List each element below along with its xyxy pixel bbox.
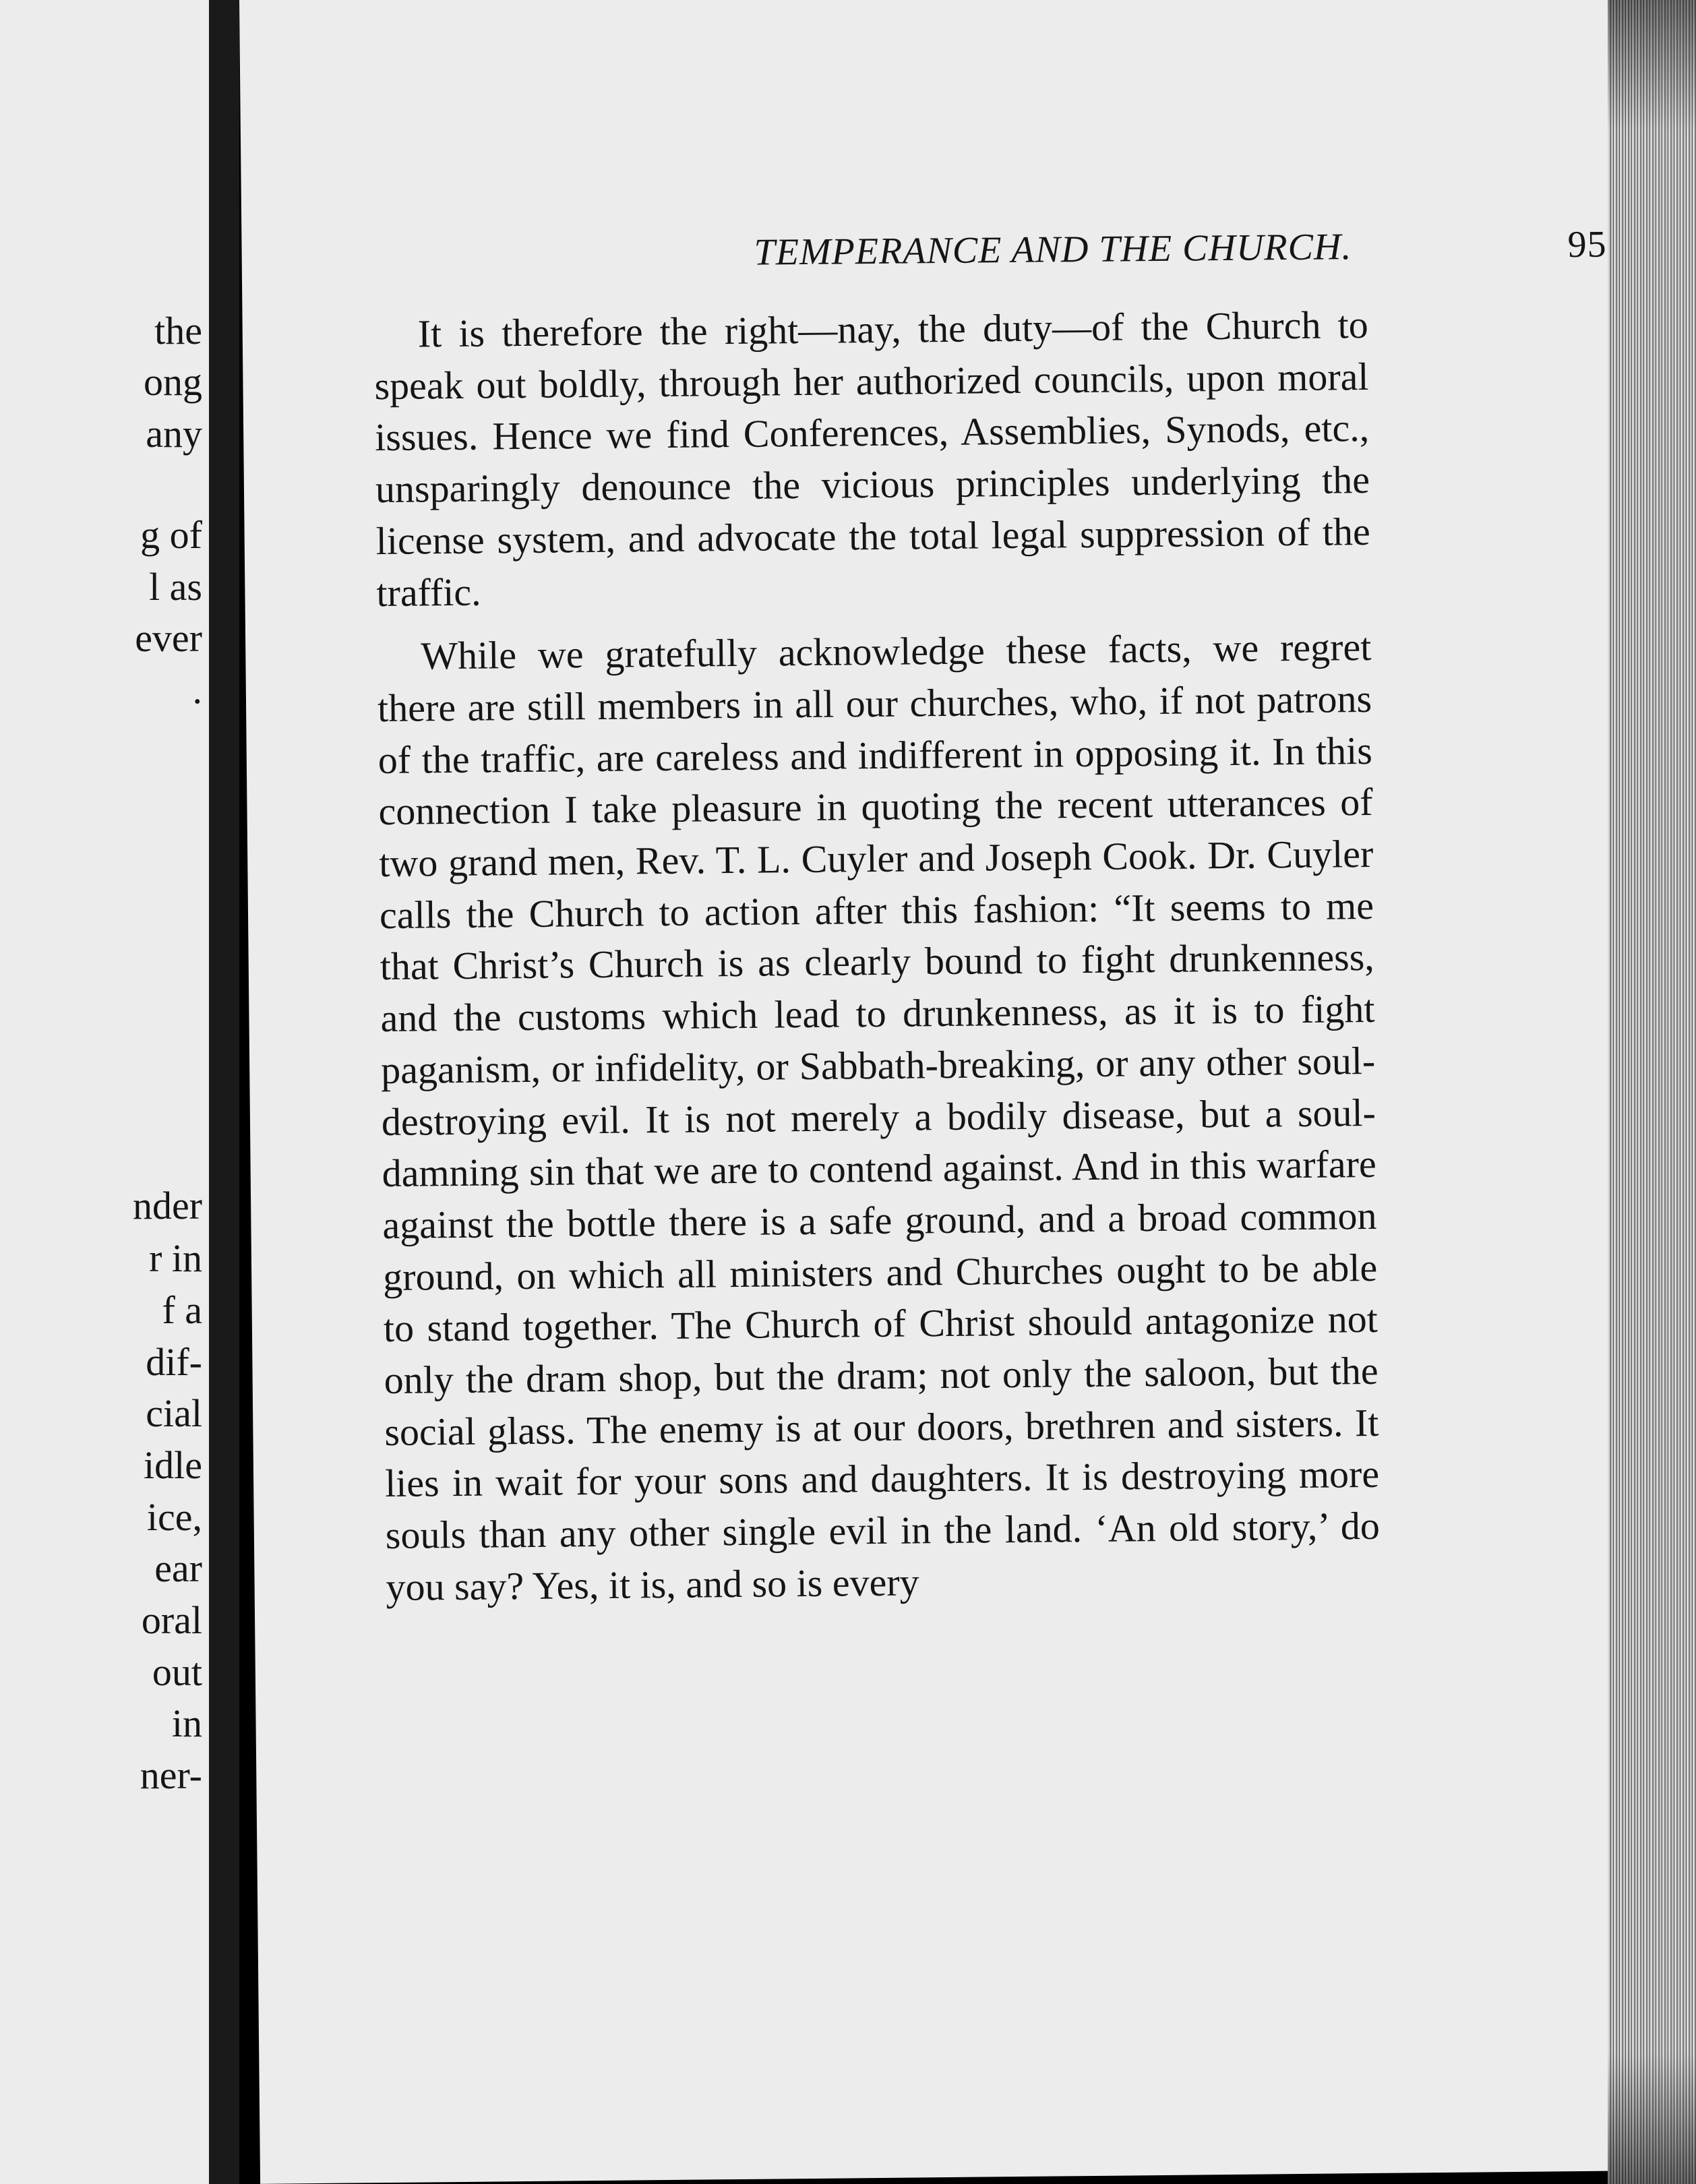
running-title: TEMPERANCE AND THE CHURCH. <box>754 226 1352 274</box>
left-line: ner- <box>140 1753 202 1797</box>
book-page <box>239 0 1629 2184</box>
left-line: in <box>171 1701 202 1745</box>
left-line: oral <box>141 1598 202 1642</box>
left-line: out <box>152 1650 202 1694</box>
left-line: any <box>146 412 202 456</box>
left-line: . <box>192 668 202 712</box>
left-line: dif- <box>146 1340 202 1384</box>
left-page-fragment <box>0 0 209 2184</box>
left-line: nder <box>132 1184 202 1227</box>
left-line: idle <box>144 1443 202 1487</box>
left-line: l as <box>149 565 202 609</box>
paragraph: It is therefore the right—nay, the duty—of the Church to speak out boldly, through her authorized councils, upon moral issues. Hence we find Conferences, Assemblies, Synods, etc., unsparingly denounce the vicious principles underlying the license system, and advocate the total legal suppression of the traffic. <box>374 302 1370 615</box>
page-edges <box>1608 0 1696 2184</box>
left-line: ong <box>144 360 202 404</box>
page-header <box>514 223 1607 274</box>
book-gutter <box>209 0 239 2184</box>
left-line: cial <box>146 1391 202 1435</box>
paragraph: While we gratefully acknowledge these facts, we regret there are still members in all our churches, who, if not patrons of the traffic, are careless and indifferent in opposing it. In this connection I take pleasure in quoting the recent utterances of two grand men, Rev. T. L. Cuyler and Joseph Cook. Dr. Cuyler calls the Church to action after this fashion: “It seems to me that Christ’s Church is as clearly bound to fight drunkenness, and the customs which lead to drunkenness, as it is to fight paganism, or infidelity, or Sabbath-breaking, or any other soul-destroying evil. It is not merely a bodily disease, but a soul-damning sin that we are to contend against. And in this warfare against the bottle there is a safe ground, and a broad common ground, on which all ministers and Churches ought to be able to stand together. The Church of Christ should antagonize not only the dram shop, but the dram; not only the saloon, but the social glass. The enemy is at our doors, brethren and sisters. It lies in wait for your sons and daughters. It is destroying more souls than any other single evil in the land. ‘An old story,’ do you say? Yes, it is, and so is every <box>377 625 1381 1609</box>
left-line: r in <box>149 1236 202 1280</box>
body-text <box>373 299 1381 1614</box>
left-line: ever <box>135 616 202 660</box>
left-line: ear <box>154 1546 202 1590</box>
left-line: ice, <box>146 1495 202 1539</box>
left-line: g of <box>140 513 202 557</box>
page-edges-shade <box>1608 0 1696 2184</box>
left-line: the <box>154 309 202 353</box>
left-line: f a <box>162 1288 202 1332</box>
page-number: 95 <box>1567 223 1607 266</box>
